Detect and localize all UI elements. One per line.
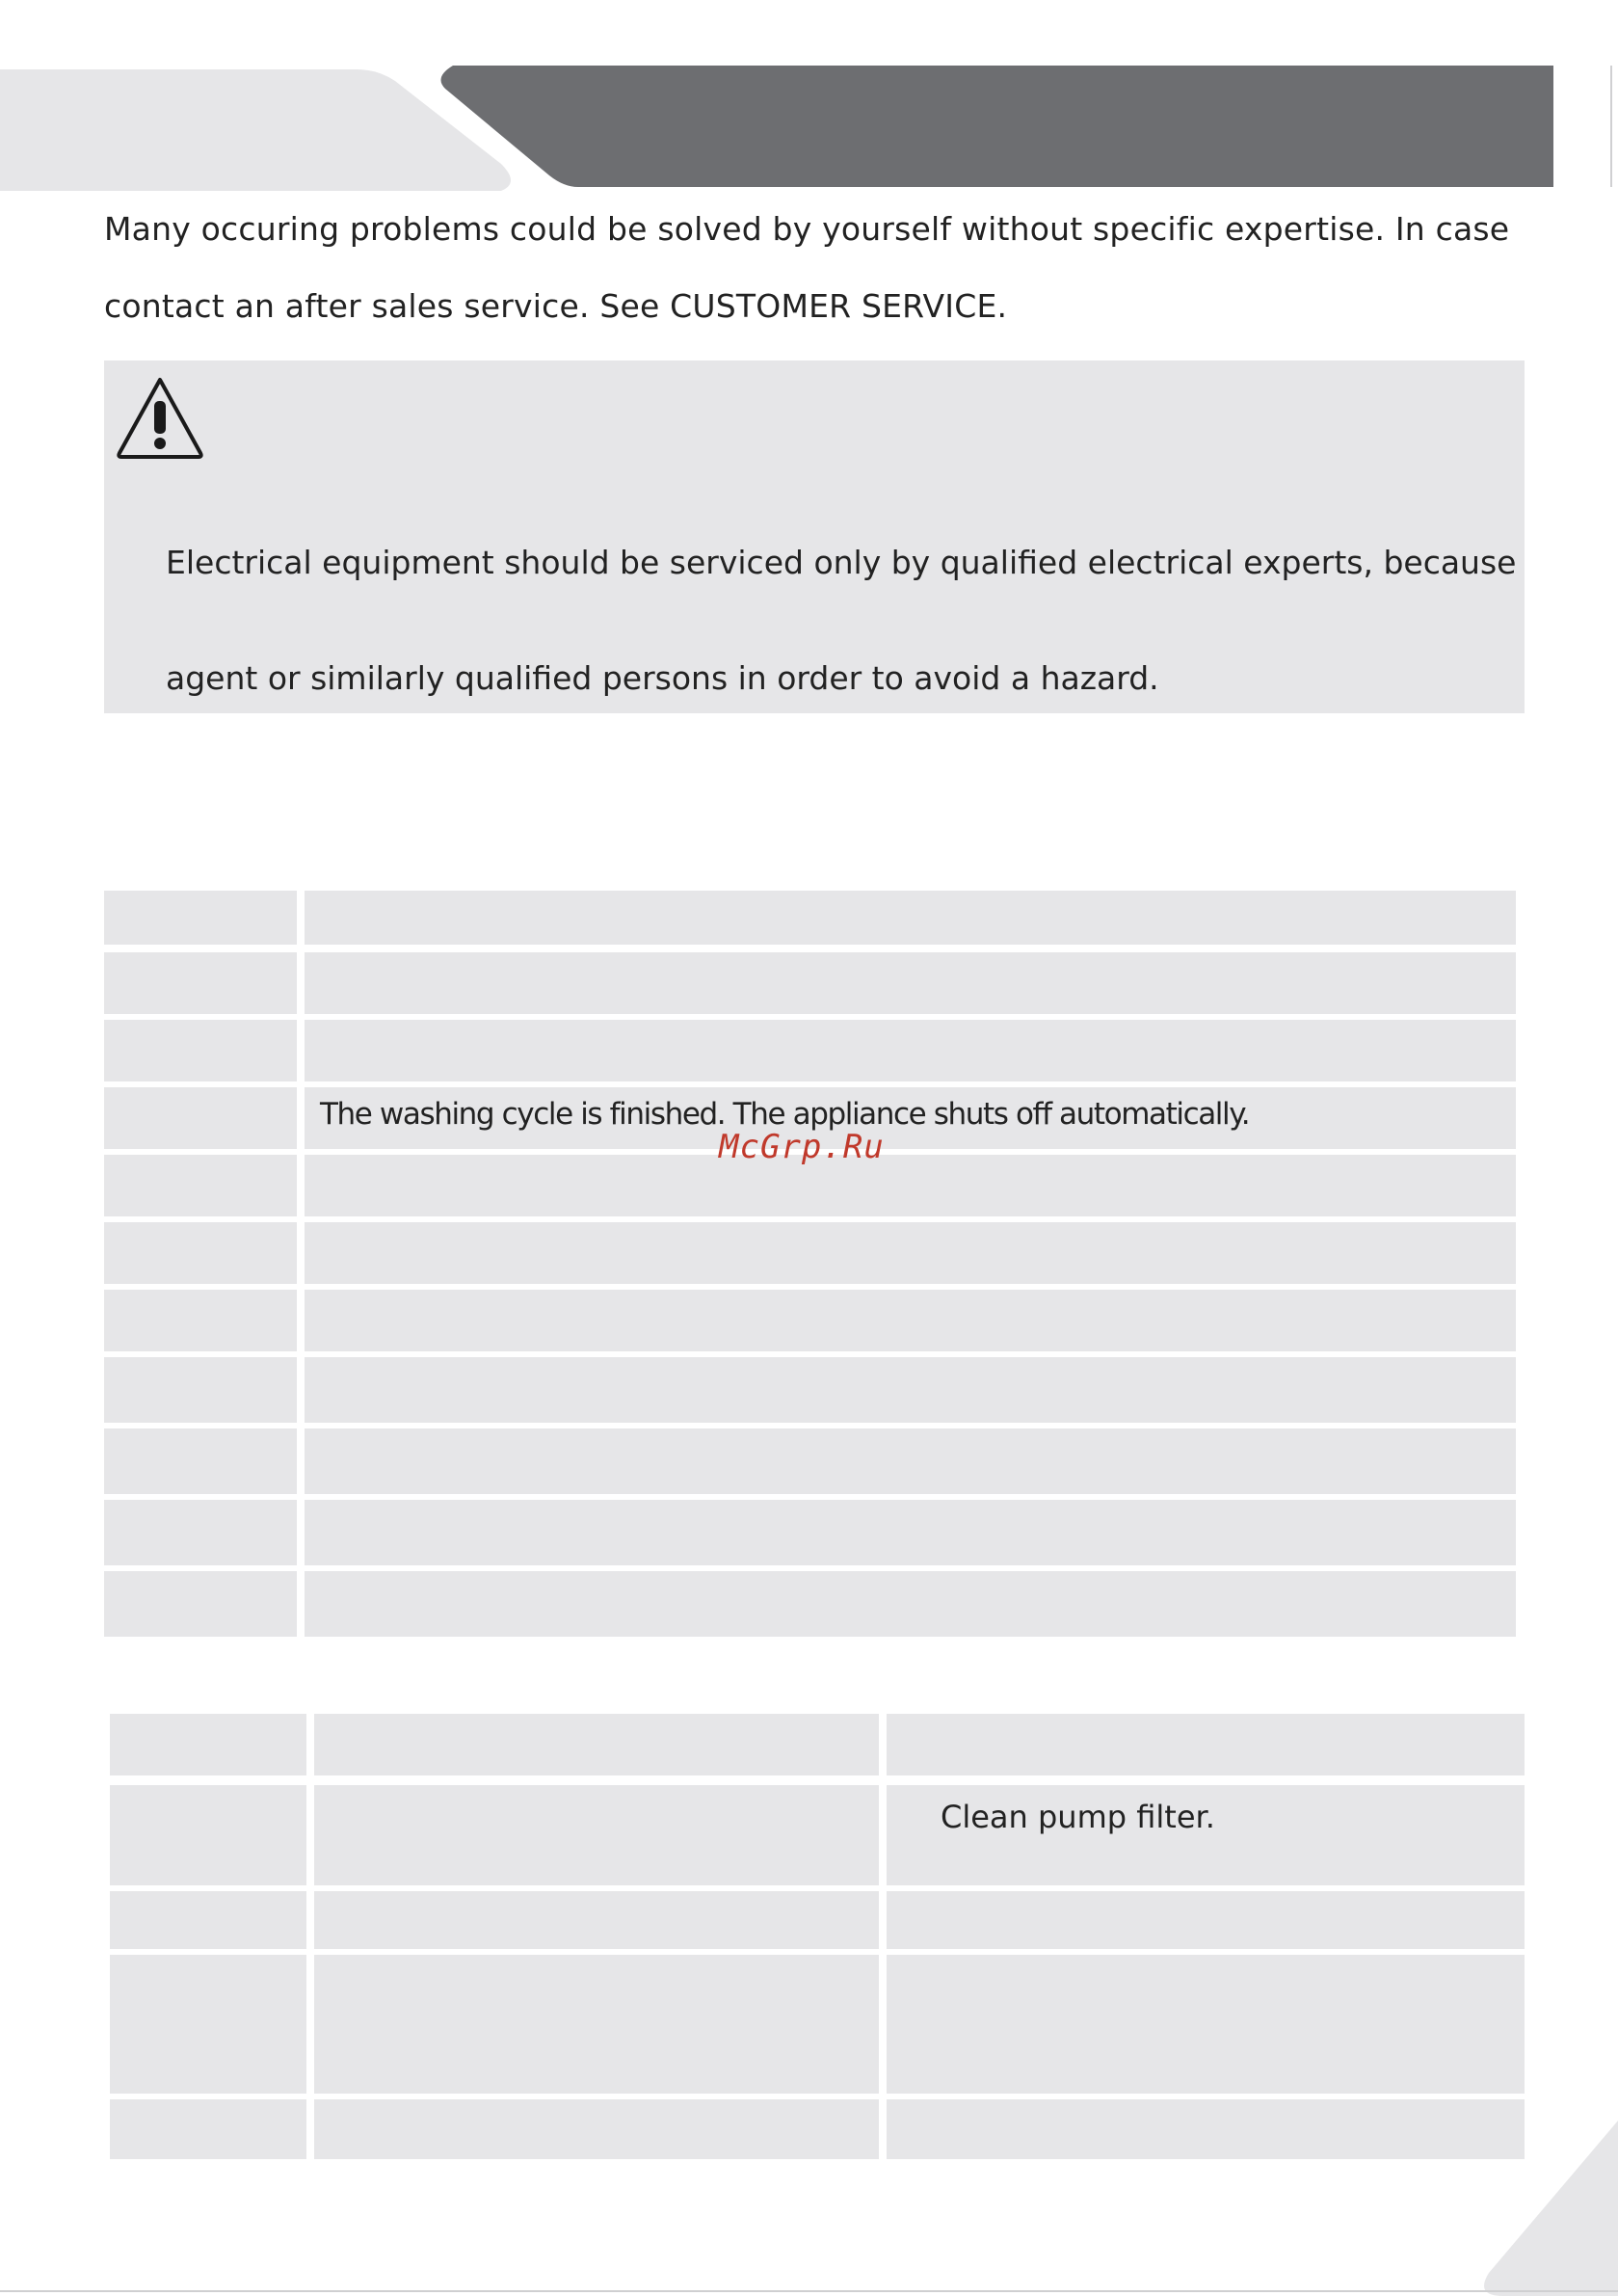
warning-triangle-icon [114, 374, 206, 461]
table-cell [305, 1020, 1516, 1081]
watermark: McGrp.Ru [719, 1128, 885, 1166]
intro-line-2: contact an after sales service. See CUSTOMER SERVICE. [104, 287, 1008, 325]
table-cell [314, 1714, 879, 1775]
table-cell [104, 1428, 297, 1494]
table-cell [314, 1955, 879, 2094]
table-cell [110, 1955, 306, 2094]
table-cell [305, 1087, 1516, 1149]
header-banner [0, 0, 1618, 202]
table-cell [104, 1155, 297, 1216]
table-cell [305, 952, 1516, 1014]
warning-line-1: Electrical equipment should be serviced only by qualified electrical experts, because [166, 544, 1517, 581]
table-cell [305, 891, 1516, 945]
table-cell [305, 1500, 1516, 1565]
intro-line-1: Many occuring problems could be solved by yourself without specific expertise. In case [104, 210, 1510, 248]
header-dark-band [441, 66, 1554, 187]
table-cell [104, 952, 297, 1014]
table-cell [305, 1155, 1516, 1216]
table-cell [104, 1290, 297, 1351]
table-cell [887, 1785, 1525, 1885]
table-cell [887, 1955, 1525, 2094]
table-cell [104, 1222, 297, 1284]
warning-box [104, 360, 1525, 713]
table-cell [314, 1891, 879, 1949]
table-cell [887, 1891, 1525, 1949]
table-cell [305, 1428, 1516, 1494]
table-cell [314, 2099, 879, 2159]
table-cell [305, 1222, 1516, 1284]
table-cell [104, 1357, 297, 1423]
corner-decoration [1446, 2101, 1618, 2296]
header-light-tab [0, 69, 511, 191]
table-cell [305, 1357, 1516, 1423]
table-cell [887, 1714, 1525, 1775]
table-cell [110, 1891, 306, 1949]
table-cell [305, 1571, 1516, 1637]
table-cell [110, 1785, 306, 1885]
table-cell [110, 1714, 306, 1775]
table-cell [104, 891, 297, 945]
solution-text: Clean pump filter. [941, 1799, 1215, 1835]
table-cell [104, 1571, 297, 1637]
table-cell [305, 1290, 1516, 1351]
table-cell [104, 1020, 297, 1081]
header-edge-line [1610, 66, 1612, 187]
bottom-edge-line [0, 2290, 1618, 2292]
table-cell [887, 2099, 1525, 2159]
table-cell [110, 2099, 306, 2159]
warning-line-2: agent or similarly qualified persons in order to avoid a hazard. [166, 659, 1159, 697]
display-description: The washing cycle is finished. The appliance shuts off automatically. [320, 1097, 1250, 1132]
table-cell [104, 1500, 297, 1565]
table-cell [104, 1087, 297, 1149]
table-cell [314, 1785, 879, 1885]
